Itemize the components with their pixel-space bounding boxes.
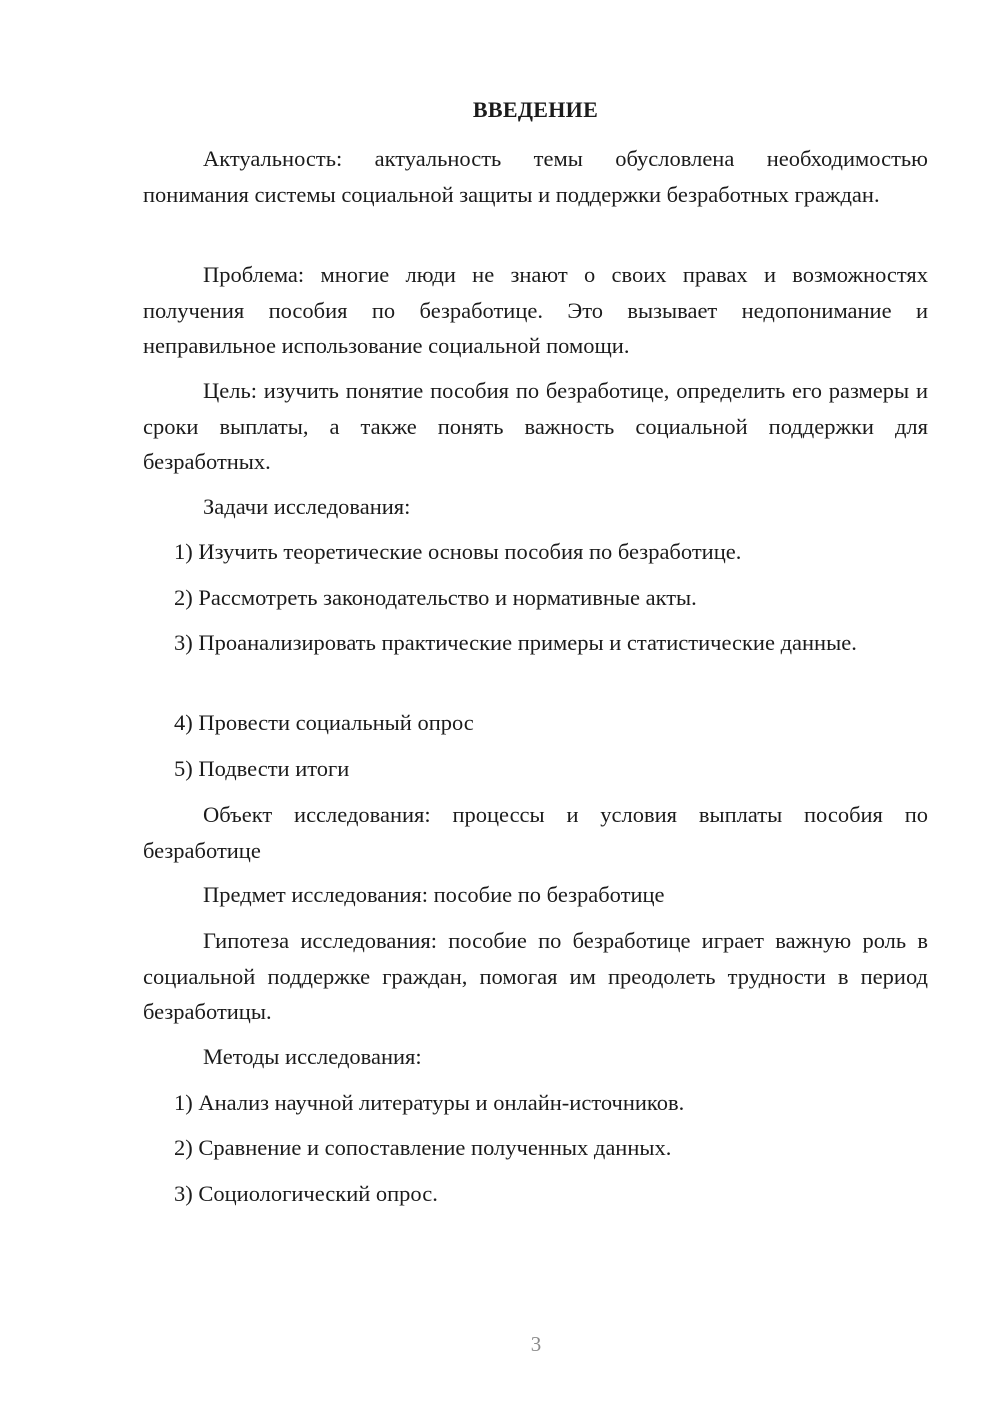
task-item: 3) Проанализировать практические примеры и статистические данные. [174, 630, 857, 655]
problem-paragraph: Проблема: многие люди не знают о своих правах и возможностях получения пособия по безработице. Это вызывает недопонимание и неправильное использование социальной помощи. [143, 262, 928, 358]
task-item: 4) Провести социальный опрос [174, 710, 474, 735]
method-item: 3) Социологический опрос. [174, 1181, 438, 1206]
task-item: 1) Изучить теоретические основы пособия по безработице. [174, 539, 742, 564]
goal-paragraph: Цель: изучить понятие пособия по безработице, определить его размеры и сроки выплаты, а также понять важность социальной поддержки для безработных. [143, 378, 928, 474]
page-number: 3 [530, 1332, 542, 1356]
task-item: 5) Подвести итоги [174, 756, 350, 781]
hypothesis-paragraph: Гипотеза исследования: пособие по безработице играет важную роль в социальной поддержке граждан, помогая им преодолеть трудности в период безработицы. [143, 928, 928, 1024]
method-item: 1) Анализ научной литературы и онлайн-источников. [174, 1090, 685, 1115]
page-title: ВВЕДЕНИЕ [472, 97, 599, 122]
subject-paragraph: Предмет исследования: пособие по безработице [203, 882, 665, 907]
methods-heading: Методы исследования: [203, 1044, 422, 1069]
object-paragraph: Объект исследования: процессы и условия выплаты пособия по безработице [143, 802, 928, 863]
method-item: 2) Сравнение и сопоставление полученных данных. [174, 1135, 672, 1160]
relevance-paragraph: Актуальность: актуальность темы обусловлена необходимостью понимания системы социальной защиты и поддержки безработных граждан. [143, 146, 928, 207]
task-item: 2) Рассмотреть законодательство и нормативные акты. [174, 585, 697, 610]
tasks-heading: Задачи исследования: [203, 494, 411, 519]
